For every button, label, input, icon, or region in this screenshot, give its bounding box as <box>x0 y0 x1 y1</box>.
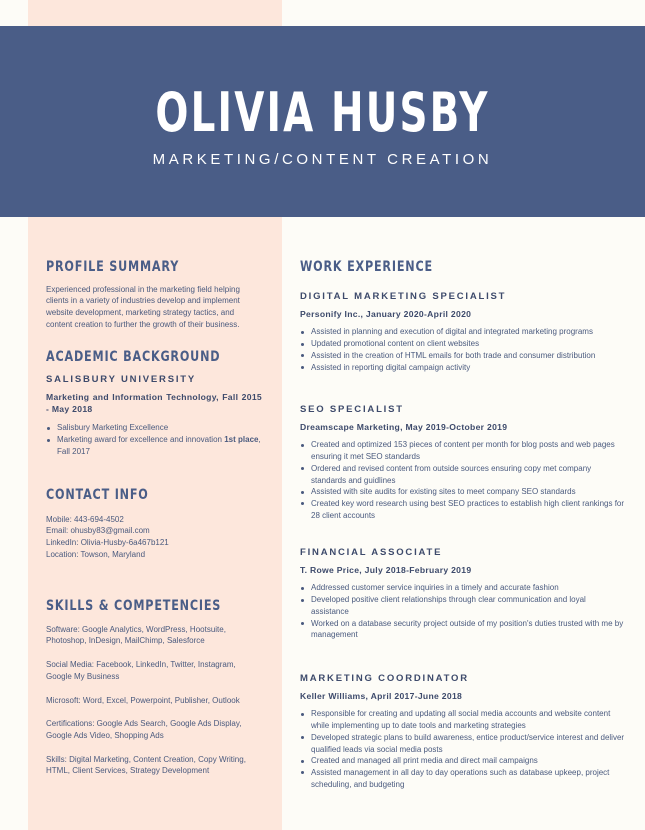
job-bullet: Updated promotional content on client websites <box>300 338 625 350</box>
job-bullet: Worked on a database security project outside of my position's duties trusted with me by management <box>300 618 625 641</box>
candidate-name: OLIVIA HUSBY <box>155 81 490 144</box>
job-company: T. Rowe Price, July 2018-February 2019 <box>300 564 472 575</box>
job-bullet: Assisted in the creation of HTML emails for both trade and consumer distribution <box>300 350 625 362</box>
job-company: Keller Williams, April 2017-June 2018 <box>300 690 463 701</box>
job-bullet: Developed strategic plans to build awareness, entice product/service interest and deliver qualified leads via social media posts <box>300 732 625 755</box>
job-bullet: Assisted with site audits for existing sites to meet company SEO standards <box>300 486 625 498</box>
job-bullet: Created and managed all print media and direct mail campaigns <box>300 755 625 767</box>
job-bullets <box>300 708 625 790</box>
award-place: 1st place <box>224 435 259 445</box>
skills-social-media: Social Media: Facebook, LinkedIn, Twitter, Instagram, Google My Business <box>46 660 236 681</box>
job-entry <box>300 404 625 521</box>
skills-general: Skills: Digital Marketing, Content Creation, Copy Writing, HTML, Client Services, Strategy Development <box>46 754 246 776</box>
job-bullet: Assisted in reporting digital campaign activity <box>300 362 625 374</box>
skills-certifications: Certifications: Google Ads Search, Google Ads Display, Google Ads Video, Shopping Ads <box>46 719 242 740</box>
job-bullets <box>300 439 625 521</box>
job-bullet: Created and optimized 153 pieces of content per month for blog posts and web pages ensuring it met SEO standards <box>300 439 625 462</box>
job-bullet: Created key word research using best SEO practices to establish high client rankings for 28 client accounts <box>300 498 625 521</box>
profile-summary-heading: PROFILE SUMMARY <box>46 259 180 275</box>
profile-summary-section <box>46 259 262 331</box>
job-bullet: Developed positive client relationships through clear communication and loyal assistance <box>300 594 625 617</box>
academic-heading: ACADEMIC BACKGROUND <box>46 349 221 365</box>
candidate-title: MARKETING/CONTENT CREATION <box>152 151 493 168</box>
contact-mobile: Mobile: 443-694-4502 <box>46 514 124 524</box>
contact-email: Email: ohusby83@gmail.com <box>46 526 150 536</box>
job-entry <box>300 673 625 790</box>
job-title: MARKETING COORDINATOR <box>300 673 469 684</box>
job-title: DIGITAL MARKETING SPECIALIST <box>300 291 507 302</box>
academic-list <box>46 422 262 457</box>
job-bullet: Assisted in planning and execution of digital and integrated marketing programs <box>300 326 625 338</box>
skills-section <box>46 598 262 789</box>
job-bullet: Ordered and revised content from outside sources ensuring copy met company standards and guidlines <box>300 463 625 486</box>
job-bullets <box>300 326 625 373</box>
contact-heading: CONTACT INFO <box>46 487 149 503</box>
job-bullet: Addressed customer service inquiries in a timely and accurate fashion <box>300 582 625 594</box>
degree-line: Marketing and Information Technology, Fall 2015 - May 2018 <box>46 392 262 415</box>
academic-item: Salisbury Marketing Excellence <box>46 422 262 434</box>
skills-software: Software: Google Analytics, WordPress, Hootsuite, Photoshop, InDesign, MailChimp, Salesforce <box>46 624 226 646</box>
contact-section <box>46 487 262 561</box>
work-experience-section <box>300 259 625 275</box>
job-bullet: Responsible for creating and updating all social media accounts and website content while implementing up to date tools and marketing strategies <box>300 708 625 731</box>
job-title: FINANCIAL ASSOCIATE <box>300 547 443 558</box>
profile-summary-text: Experienced professional in the marketing field helping clients in a variety of industries develop and implement website development, marketing strategy tactics, and content creation to further the growth of their business. <box>46 284 240 329</box>
school-name: SALISBURY UNIVERSITY <box>46 373 197 385</box>
work-experience-heading: WORK EXPERIENCE <box>300 259 433 275</box>
contact-location: Location: Towson, Maryland <box>46 549 146 559</box>
job-entry <box>300 291 625 373</box>
job-entry <box>300 547 625 641</box>
academic-item: Marketing award for excellence and innovation 1st place, Fall 2017 <box>46 434 262 457</box>
academic-section <box>46 349 262 458</box>
job-title: SEO SPECIALIST <box>300 404 404 415</box>
skills-microsoft: Microsoft: Word, Excel, Powerpoint, Publisher, Outlook <box>46 695 240 705</box>
job-bullet: Assisted management in all day to day operations such as database upkeep, project scheduling, and budgeting <box>300 767 625 790</box>
skills-heading: SKILLS & COMPETENCIES <box>46 598 222 614</box>
job-company: Dreamscape Marketing, May 2019-October 2019 <box>300 421 508 432</box>
job-company: Personify Inc., January 2020-April 2020 <box>300 308 472 319</box>
job-bullets <box>300 582 625 641</box>
resume-header <box>0 26 645 217</box>
contact-linkedin: LinkedIn: Olivia-Husby-6a467b121 <box>46 538 169 548</box>
